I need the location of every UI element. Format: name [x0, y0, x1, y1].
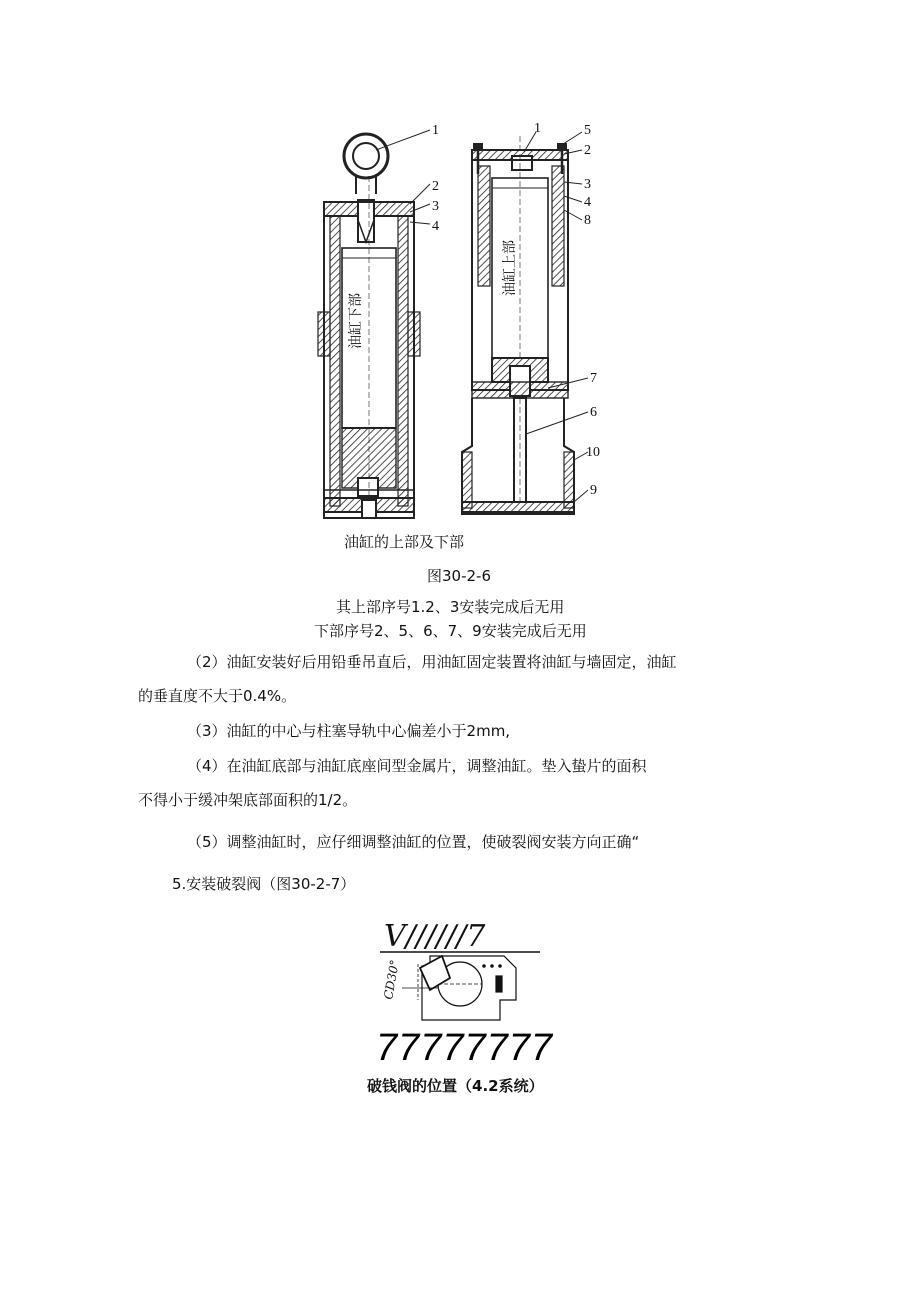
upper-callout-7: 7 [590, 371, 597, 386]
figure2-caption: 破钱阀的位置（4.2系统） [367, 1077, 544, 1095]
valve-angle-label: CD30° [381, 958, 402, 1001]
upper-callout-5: 5 [584, 123, 591, 138]
cylinder-diagram [312, 116, 612, 526]
lower-part-label: 油缸下部 [348, 293, 364, 349]
valve-bottom-hatch-text: 77777777 [376, 1027, 554, 1069]
paragraph-2-line-1: （2）油缸安装好后用铅垂吊直后，用油缸固定装置将油缸与墙固定，油缸 [187, 653, 677, 671]
paragraph-5: （5）调整油缸时，应仔细调整油缸的位置，使破裂阀安装方向正确“ [187, 833, 640, 851]
upper-callout-3: 3 [584, 177, 591, 192]
upper-callout-9: 9 [590, 483, 597, 498]
figure1-caption: 油缸的上部及下部 [344, 533, 465, 551]
note-line-1: 其上部序号1.2、3安装完成后无用 [336, 598, 565, 616]
valve-top-hatch-text: V//////7 [384, 919, 486, 954]
lower-part-drawing [318, 130, 430, 518]
upper-callout-1: 1 [534, 121, 541, 136]
paragraph-4-line-2: 不得小于缓冲架底部面积的1/2。 [138, 791, 358, 809]
paragraph-3: （3）油缸的中心与柱塞导轨中心偏差小于2mm, [187, 722, 511, 740]
lower-callout-3: 3 [432, 199, 439, 214]
upper-callout-10: 10 [586, 445, 600, 460]
upper-callout-4: 4 [584, 195, 591, 210]
upper-callout-6: 6 [590, 405, 597, 420]
lower-callout-1: 1 [432, 123, 439, 138]
upper-callout-2: 2 [584, 143, 591, 158]
upper-callout-8: 8 [584, 213, 591, 228]
lower-callout-2: 2 [432, 179, 439, 194]
lower-callout-4: 4 [432, 219, 439, 234]
figure1-number: 图30-2-6 [427, 567, 491, 585]
upper-part-drawing [462, 132, 588, 514]
paragraph-2-line-2: 的垂直度不大于0.4%。 [138, 687, 297, 705]
section-5-heading: 5.安装破裂阀（图30-2-7） [172, 875, 356, 893]
paragraph-4-line-1: （4）在油缸底部与油缸底座间型金属片，调整油缸。垫入蛰片的面积 [187, 757, 647, 775]
upper-part-label: 油缸上部 [502, 240, 518, 296]
valve-position-diagram [372, 916, 548, 1028]
note-line-2: 下部序号2、5、6、7、9安装完成后无用 [314, 622, 587, 640]
